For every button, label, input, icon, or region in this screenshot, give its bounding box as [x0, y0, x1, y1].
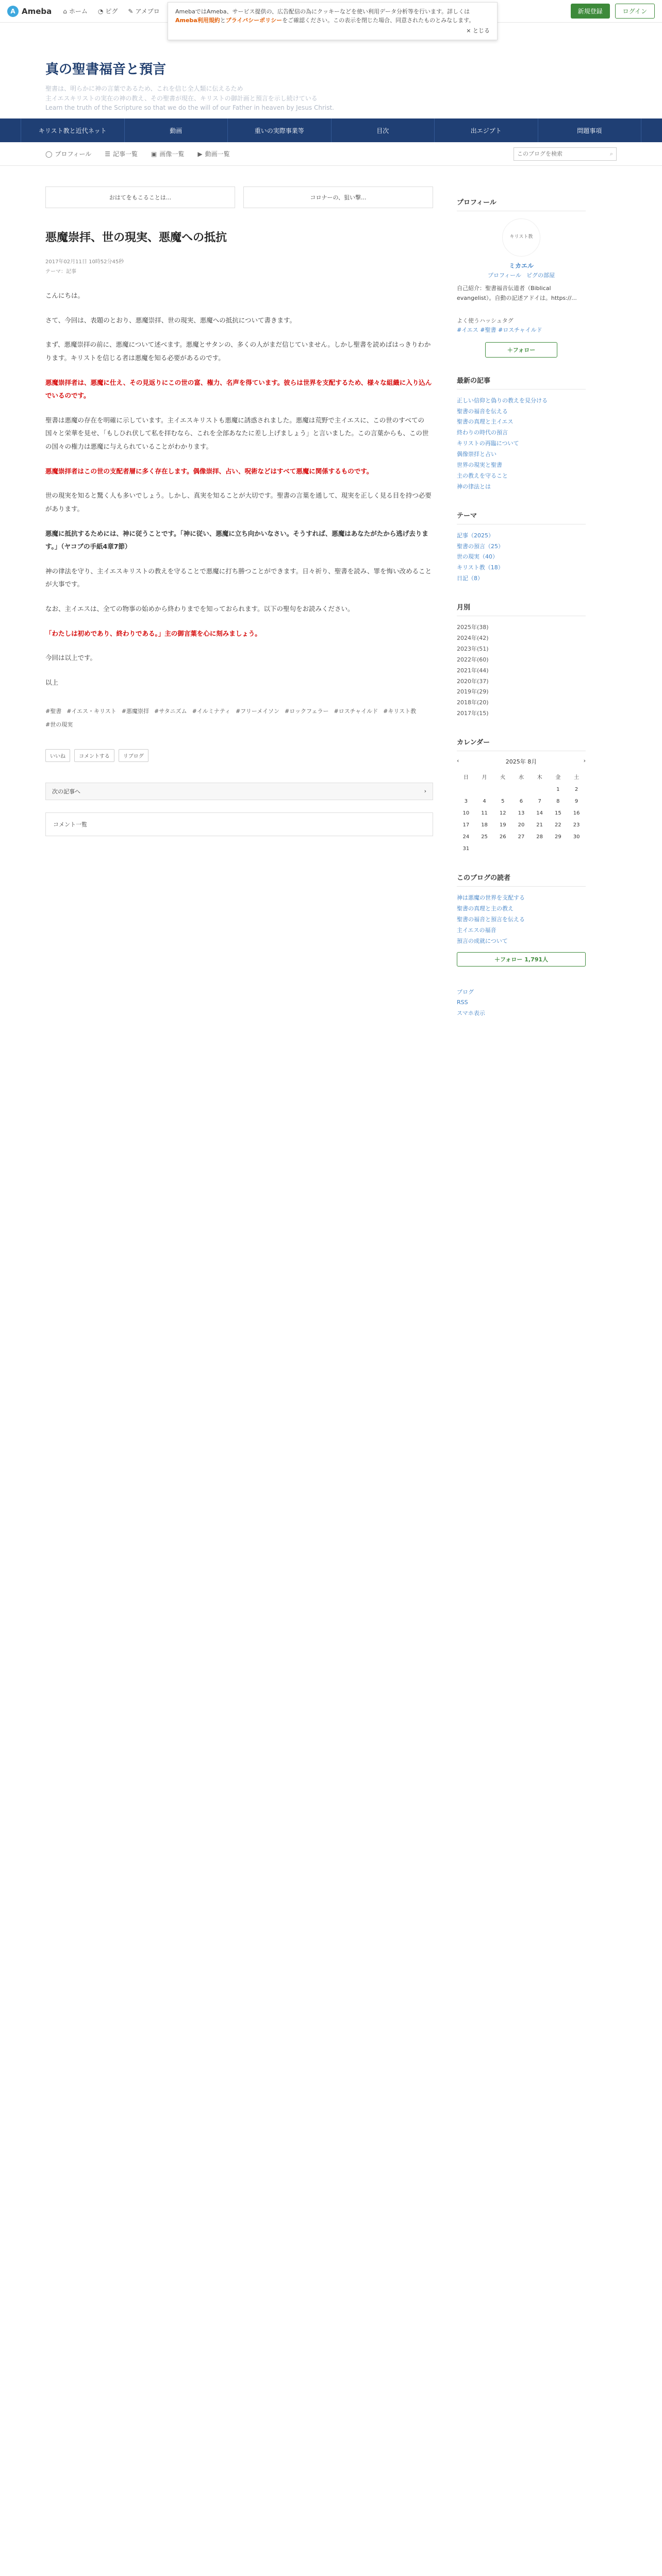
calendar-prev-icon[interactable]: ‹ [457, 757, 459, 765]
pig-room-link[interactable]: ピグの部屋 [526, 272, 555, 279]
calendar-weekday: 木 [537, 775, 542, 781]
nav-item-5[interactable]: 出エジプト [434, 118, 538, 142]
archive-link[interactable]: 2023年(51) [457, 645, 489, 652]
calendar-day[interactable]: 22 [555, 822, 561, 828]
calendar-day[interactable]: 3 [464, 799, 468, 805]
topnav-ameblo[interactable]: ✎ アメブロ [128, 7, 160, 15]
calendar-day [531, 784, 549, 795]
prev-article-link[interactable]: おはてをもこることは... [45, 187, 235, 208]
calendar-day[interactable]: 11 [481, 810, 488, 817]
calendar-weekday: 水 [518, 775, 524, 781]
article-paragraph: 悪魔に抵抗するためには、神に従うことです。「神に従い、悪魔に立ち向かいなさい。そうすれば、悪魔はあなたがたから逃げ去ります。」（ヤコブの手紙4章7節） [45, 529, 428, 551]
calendar-week-row [457, 795, 586, 807]
archive-link[interactable]: 2020年(37) [457, 677, 489, 685]
calendar-day [493, 784, 512, 795]
frequent-hashtag-list[interactable]: #イエス #聖書 #ロスチャイルド [457, 327, 542, 334]
article-date: 2017年02月11日 10時52分45秒 [45, 259, 124, 265]
reblog-button[interactable]: リブログ [119, 749, 148, 762]
content-wrap [0, 187, 662, 1019]
calendar-day[interactable]: 1 [556, 787, 560, 793]
hashtag-link[interactable]: #サタニズム [154, 707, 187, 715]
recent-article-link[interactable]: キリストの再臨について [457, 440, 519, 447]
sidebar-footer-link[interactable]: RSS [457, 999, 468, 1006]
calendar-day [549, 843, 568, 855]
top-bar [0, 0, 662, 34]
sidebar [457, 187, 586, 1019]
calendar-day [567, 843, 586, 855]
calendar-day[interactable]: 6 [519, 799, 523, 805]
archive-link[interactable]: 2022年(60) [457, 656, 489, 663]
calendar-week-row [457, 843, 586, 855]
topnav-home[interactable]: ⌂ ホーム [63, 7, 88, 15]
calendar-day [475, 784, 494, 795]
reader-blog-link[interactable]: 主イエスの福音 [457, 926, 496, 934]
blog-title[interactable]: 真の聖書福音と預言 [45, 62, 167, 77]
article-title[interactable]: 悪魔崇拝、世の現実、悪魔への抵抗 [45, 231, 227, 244]
avatar[interactable]: キリスト教 [502, 218, 540, 257]
sidebar-footer-link[interactable]: スマホ表示 [457, 1010, 485, 1017]
person-icon: ◯ [45, 150, 53, 158]
reader-blog-link[interactable]: 預言の成就について [457, 937, 508, 944]
calendar-day[interactable]: 20 [518, 822, 525, 828]
search-input[interactable] [517, 150, 610, 157]
calendar-day[interactable]: 28 [536, 834, 543, 840]
calendar-day[interactable]: 10 [462, 810, 470, 817]
hashtag-link[interactable]: #キリスト教 [383, 707, 417, 715]
hashtag-link[interactable]: #ロスチャイルド [334, 707, 378, 715]
subnav-images[interactable]: ▣ 画像一覧 [151, 150, 185, 158]
calendar-day[interactable]: 15 [555, 810, 561, 817]
hashtag-link[interactable]: #聖書 [45, 707, 62, 715]
calendar-day[interactable]: 31 [462, 846, 470, 852]
recent-article-link[interactable]: 世界の現実と聖書 [457, 461, 502, 468]
article-paragraph: 世の現実を知ると驚く人も多いでしょう。しかし、真実を知ることが大切です。聖書の言葉を通して、現実を正しく見る目を持つ必要があります。 [45, 492, 432, 513]
article-body [45, 289, 433, 689]
subnav-profile[interactable]: ◯ プロフィール [45, 150, 92, 158]
profile-link[interactable]: プロフィール [488, 272, 521, 279]
calendar-week-row [457, 807, 586, 819]
recent-article-link[interactable]: 主の教えを守ること [457, 472, 508, 479]
calendar-day[interactable]: 16 [573, 810, 580, 817]
logo-text: Ameba [22, 6, 52, 16]
calendar-table [457, 770, 586, 855]
calendar-day[interactable]: 2 [574, 787, 578, 793]
calendar-weekday-row [457, 770, 586, 784]
article-theme[interactable]: テーマ：記事 [45, 269, 76, 275]
calendar-day[interactable]: 4 [483, 799, 486, 805]
recent-article-link[interactable]: 正しい信仰と偽りの教えを見分ける [457, 397, 548, 404]
blog-nav [0, 118, 662, 142]
article-paragraph: 神の律法を守り、主イエスキリストの教えを守ることで悪魔に打ち勝つことができます。日々祈り、聖書を読み、罪を悔い改めることが大事です。 [45, 567, 432, 588]
calendar-day [512, 843, 531, 855]
chevron-right-icon: › [424, 788, 426, 794]
calendar-day[interactable]: 24 [462, 834, 470, 840]
calendar-weekday: 金 [555, 775, 561, 781]
nav-item-2[interactable]: 動画 [124, 118, 228, 142]
article-paragraph: さて、今回は、表題のとおり、悪魔崇拝、世の現実、悪魔への抵抗について書きます。 [45, 316, 296, 324]
terms-link[interactable]: Ameba利用規約 [175, 16, 220, 24]
calendar-day [457, 784, 475, 795]
hashtag-link[interactable]: #イエス・キリスト [67, 707, 117, 715]
calendar-day[interactable]: 17 [462, 822, 470, 828]
top-nav [63, 7, 159, 15]
archive-link[interactable]: 2025年(38) [457, 624, 489, 631]
calendar-day[interactable]: 7 [538, 799, 541, 805]
calendar-day[interactable]: 27 [518, 834, 525, 840]
calendar-day [512, 784, 531, 795]
reader-blog-link[interactable]: 聖書の福音と預言を伝える [457, 916, 525, 923]
archive-link[interactable]: 2018年(20) [457, 699, 489, 706]
reader-list [457, 893, 586, 946]
reader-blog-link[interactable]: 聖書の真理と主の教え [457, 905, 514, 912]
pig-icon: ◔ [97, 7, 104, 15]
calendar-day[interactable]: 8 [556, 799, 560, 805]
recent-article-link[interactable]: 神の律法とは [457, 483, 491, 490]
hashtag-link[interactable]: #ロックフェラー [285, 707, 329, 715]
calendar-day[interactable]: 30 [573, 834, 580, 840]
frequent-hashtags: よく使うハッシュタグ #イエス #聖書 #ロスチャイルド [457, 316, 586, 334]
profile-box [457, 197, 586, 358]
calendar-day[interactable]: 14 [536, 810, 543, 817]
cookie-text: AmebaではAmeba、サービス提供の、広告配信の為にクッキーなどを使い利用データ分析等を行います。詳しくはAmeba利用規約とプライバシーポリシーをご確認ください。この表示を閉じた場合、同意されたものとみなします。 [175, 8, 475, 24]
article-pager [45, 187, 433, 208]
hashtag-link[interactable]: #悪魔崇拝 [121, 707, 149, 715]
sub-nav [0, 142, 662, 166]
blog-description: 聖書は、明らかに神の言葉であるため、これを信じ全人類に伝えるため 主イエスキリストの実在の神の教え、その聖書が現在、キリストの御計画と預言を示し続けている Learn the truth of the Scripture so that we do the will of our Father in heaven by Jesus Christ. [45, 85, 334, 112]
theme-link[interactable]: 日記（8） [457, 575, 483, 582]
calendar-day[interactable]: 18 [481, 822, 488, 828]
profile-links [457, 271, 586, 281]
calendar-weekday: 土 [574, 775, 580, 781]
calendar-day [493, 843, 512, 855]
main-column [45, 187, 433, 1019]
follow-button[interactable]: ＋フォロー [485, 342, 557, 358]
list-icon: ☰ [105, 150, 111, 158]
archive-link[interactable]: 2019年(29) [457, 688, 489, 696]
login-button[interactable]: ログイン [615, 4, 655, 19]
theme-link[interactable]: 記事（2025） [457, 532, 494, 539]
calendar-weekday: 火 [500, 775, 506, 781]
search-icon[interactable]: ⌕ [609, 150, 613, 157]
calendar-weekday: 月 [482, 775, 487, 781]
blog-search [514, 147, 617, 161]
comment-button[interactable]: コメントする [74, 749, 114, 762]
video-icon: ▶ [197, 150, 203, 158]
theme-link[interactable]: キリスト教（18） [457, 564, 504, 571]
themes-box: テーマ 記事（2025） 聖書の預言（25） 世の現実（40） キリスト教（18） 日記（8） [457, 510, 586, 584]
recent-article-link[interactable]: 聖書の真理と主イエス [457, 418, 514, 426]
calendar-week-row [457, 784, 586, 795]
calendar-day[interactable]: 9 [574, 799, 578, 805]
share-bar [45, 749, 433, 762]
hashtag-link[interactable]: #イルミナティ [192, 707, 231, 715]
subnav-videos[interactable]: ▶ 動画一覧 [197, 150, 230, 158]
next-article-bar[interactable]: 次の記事へ › [45, 783, 433, 800]
calendar-week-row [457, 831, 586, 843]
article-paragraph: 悪魔崇拝者は、悪魔に仕え、その見返りにこの世の富、権力、名声を得ています。彼らは世界を支配するため、様々な組織に入り込んでいるのです。 [45, 378, 432, 400]
calendar-month: 2025年 8月 [505, 758, 537, 766]
theme-list [457, 531, 586, 584]
top-actions [571, 4, 655, 19]
calendar-day[interactable]: 29 [555, 834, 561, 840]
profile-bio: 自己紹介：聖書福音伝道者（Biblical evangelist）。自動の記述アドイは。https://... [457, 285, 577, 301]
recent-articles: 最新の記事 正しい信仰と偽りの教えを見分ける 聖書の福音を伝える 聖書の真理と主イエス 終わりの時代の預言 キリストの再臨について 偶像崇拝と占い 世界の現実と聖書 主の教えを守ること 神の律法とは [457, 375, 586, 493]
privacy-link[interactable]: プライバシーポリシー [225, 16, 283, 24]
recent-list [457, 396, 586, 493]
image-icon: ▣ [151, 150, 157, 158]
article-paragraph: 聖書は悪魔の存在を明確に示しています。主イエスキリストも悪魔に誘惑されました。悪魔は荒野で主イエスに、この世のすべての国々と栄華を見せ、「もしひれ伏して私を拝むなら、これを全部あなたに差し上げましょう」と言いました。この言葉からも、この世の国々の権力は悪魔に与えられていることがわかります。 [45, 416, 429, 450]
ameba-logo[interactable] [7, 6, 52, 17]
next-article-link[interactable]: コロナーの、狙い撃... [243, 187, 433, 208]
sidebar-footer-links [457, 987, 586, 1020]
like-button[interactable]: いいね [45, 749, 70, 762]
theme-link[interactable]: 聖書の預言（25） [457, 543, 504, 550]
calendar-day[interactable]: 26 [499, 834, 506, 840]
nav-item-4[interactable]: 目次 [331, 118, 435, 142]
calendar-day[interactable]: 25 [481, 834, 488, 840]
signup-button[interactable]: 新規登録 [571, 4, 610, 19]
followers-button[interactable]: ＋フォロー 1,791人 [457, 952, 586, 967]
recent-article-link[interactable]: 偶像崇拝と占い [457, 451, 496, 458]
nav-item-3[interactable]: 重いの実際事業等 [227, 118, 331, 142]
article-end: 以上 [45, 678, 59, 686]
article-paragraph: こんにちは。 [45, 292, 85, 299]
hashtag-link[interactable]: #フリーメイソン [236, 707, 280, 715]
cookie-close-button[interactable]: × とじる [466, 27, 490, 34]
nav-item-1[interactable]: キリスト教と近代ネット [21, 118, 124, 142]
archive-link[interactable]: 2024年(42) [457, 635, 489, 641]
nav-item-6[interactable]: 問題事項 [538, 118, 642, 142]
calendar-day [475, 843, 494, 855]
archive-link[interactable]: 2021年(44) [457, 667, 489, 674]
comments-label[interactable]: コメント一覧 [53, 821, 87, 828]
hashtag-list [45, 707, 433, 728]
ameba-logo-icon: A [7, 6, 19, 17]
cookie-banner [168, 2, 498, 40]
article-paragraph: 今回は以上です。 [45, 654, 97, 662]
calendar-day[interactable]: 13 [518, 810, 525, 817]
reader-blog-link[interactable]: 神は悪魔の世界を支配する [457, 894, 525, 902]
hashtag-link[interactable]: #世の現実 [45, 721, 73, 728]
profile-name[interactable]: ミカエル [508, 262, 534, 269]
calendar-box: カレンダー ‹ 2025年 8月 › 日 月 火 水 木 金 土 1 2 3 4 5 6 7 8 9 10 11 12 13 14 15 16 17 18 19 20 21 22 23 24 25 26 27 28 29 30 31 [457, 737, 586, 855]
calendar-day[interactable]: 12 [499, 810, 506, 817]
sidebar-footer-link[interactable]: ブログ [457, 988, 474, 995]
archive-link[interactable]: 2017年(15) [457, 710, 489, 717]
article-paragraph: 「わたしは初めであり、終わりである。」主の御言葉を心に刻みましょう。 [45, 629, 261, 637]
article-paragraph: 悪魔崇拝者はこの世の支配者層に多く存在します。偶像崇拝、占い、呪術などはすべて悪魔に関係するものです。 [45, 467, 373, 475]
comments-section [45, 812, 433, 836]
subnav-articles[interactable]: ☰ 記事一覧 [105, 150, 138, 158]
theme-link[interactable]: 世の現実（40） [457, 553, 498, 561]
topnav-pig[interactable]: ◔ ピグ [97, 7, 118, 15]
calendar-day[interactable]: 21 [536, 822, 543, 828]
calendar-weekday: 日 [463, 775, 469, 781]
article-paragraph: まず、悪魔崇拝の前に、悪魔について述べます。悪魔とサタンの、多くの人がまだ信じていません。しかし聖書を読めばはっきりわかります。キリストを信じる者は悪魔を知る必要があるのです。 [45, 341, 431, 362]
calendar-day[interactable]: 19 [499, 822, 506, 828]
calendar-next-icon[interactable]: › [583, 757, 586, 765]
recent-article-link[interactable]: 聖書の福音を伝える [457, 408, 508, 415]
archive-list [457, 622, 586, 719]
readers-box: このブログの読者 神は悪魔の世界を支配する 聖書の真理と主の教え 聖書の福音と預言を伝える 主イエスの福音 預言の成就について ＋フォロー 1,791人 [457, 872, 586, 966]
home-icon: ⌂ [63, 7, 67, 15]
calendar-day[interactable]: 23 [573, 822, 580, 828]
profile-title: プロフィール [457, 197, 586, 211]
calendar-day[interactable]: 5 [501, 799, 505, 805]
calendar-week-row [457, 819, 586, 831]
calendar-day [531, 843, 549, 855]
recent-article-link[interactable]: 終わりの時代の預言 [457, 429, 508, 436]
blog-icon: ✎ [128, 7, 134, 15]
archive-box: 月別 2025年(38) 2024年(42) 2023年(51) 2022年(60) 2021年(44) 2020年(37) 2019年(29) 2018年(20) 2017年(15) [457, 602, 586, 719]
article-paragraph: なお、主イエスは、全ての物事の始めから終わりまでを知っておられます。以下の聖句をお読みください。 [45, 605, 354, 613]
